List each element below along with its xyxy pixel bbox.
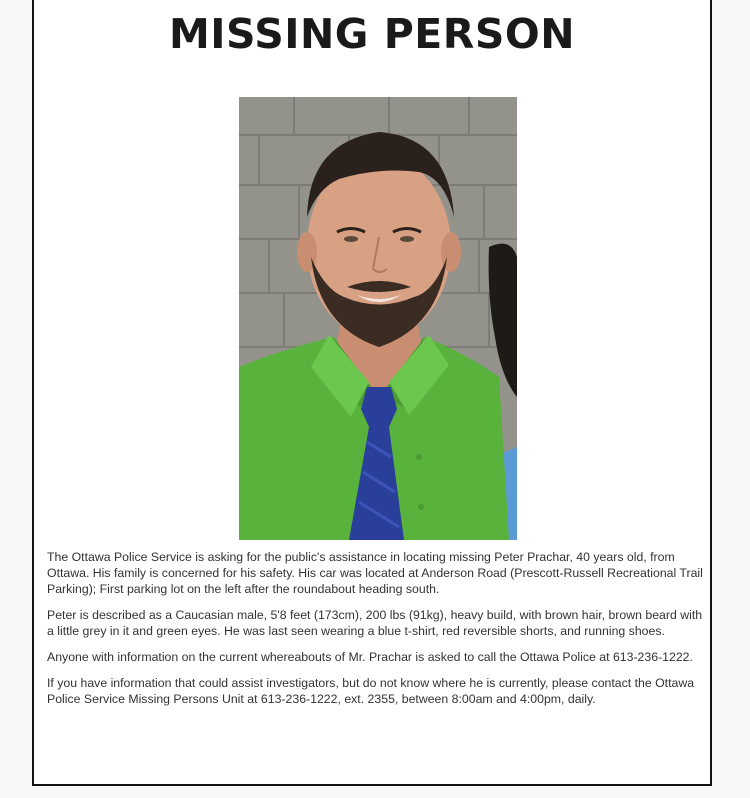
person-photo-illustration [239, 97, 517, 540]
person-photo [239, 97, 517, 540]
paragraph-contact-missing-persons-unit: If you have information that could assist investigators, but do not know where he is currently, please contact the Ottawa Police Service Missing Persons Unit at 613-236-1222, ext. 2355, between 8:00am and 4:00pm, daily. [47, 676, 695, 706]
paragraph-description: Peter is described as a Caucasian male, 5'8 feet (173cm), 200 lbs (91kg), heavy build, with brown hair, brown beard with a little grey in it and green eyes. He was last seen wearing a blue t-shirt, red reversible shorts, and running shoes. [47, 608, 703, 638]
paragraph-contact-police: Anyone with information on the current whereabouts of Mr. Prachar is asked to call the Ottawa Police at 613-236-1222. [47, 650, 693, 664]
poster-description [47, 549, 707, 717]
poster-title: MISSING PERSON [168, 10, 576, 58]
missing-person-poster [32, 0, 712, 786]
paragraph-circumstances: The Ottawa Police Service is asking for the public's assistance in locating missing Peter Prachar, 40 years old, from Ottawa. His family is concerned for his safety. His car was located at Anderson Road (Prescott-Russell Recreational Trail Parking); First parking lot on the left after the roundabout heading south. [47, 550, 703, 596]
